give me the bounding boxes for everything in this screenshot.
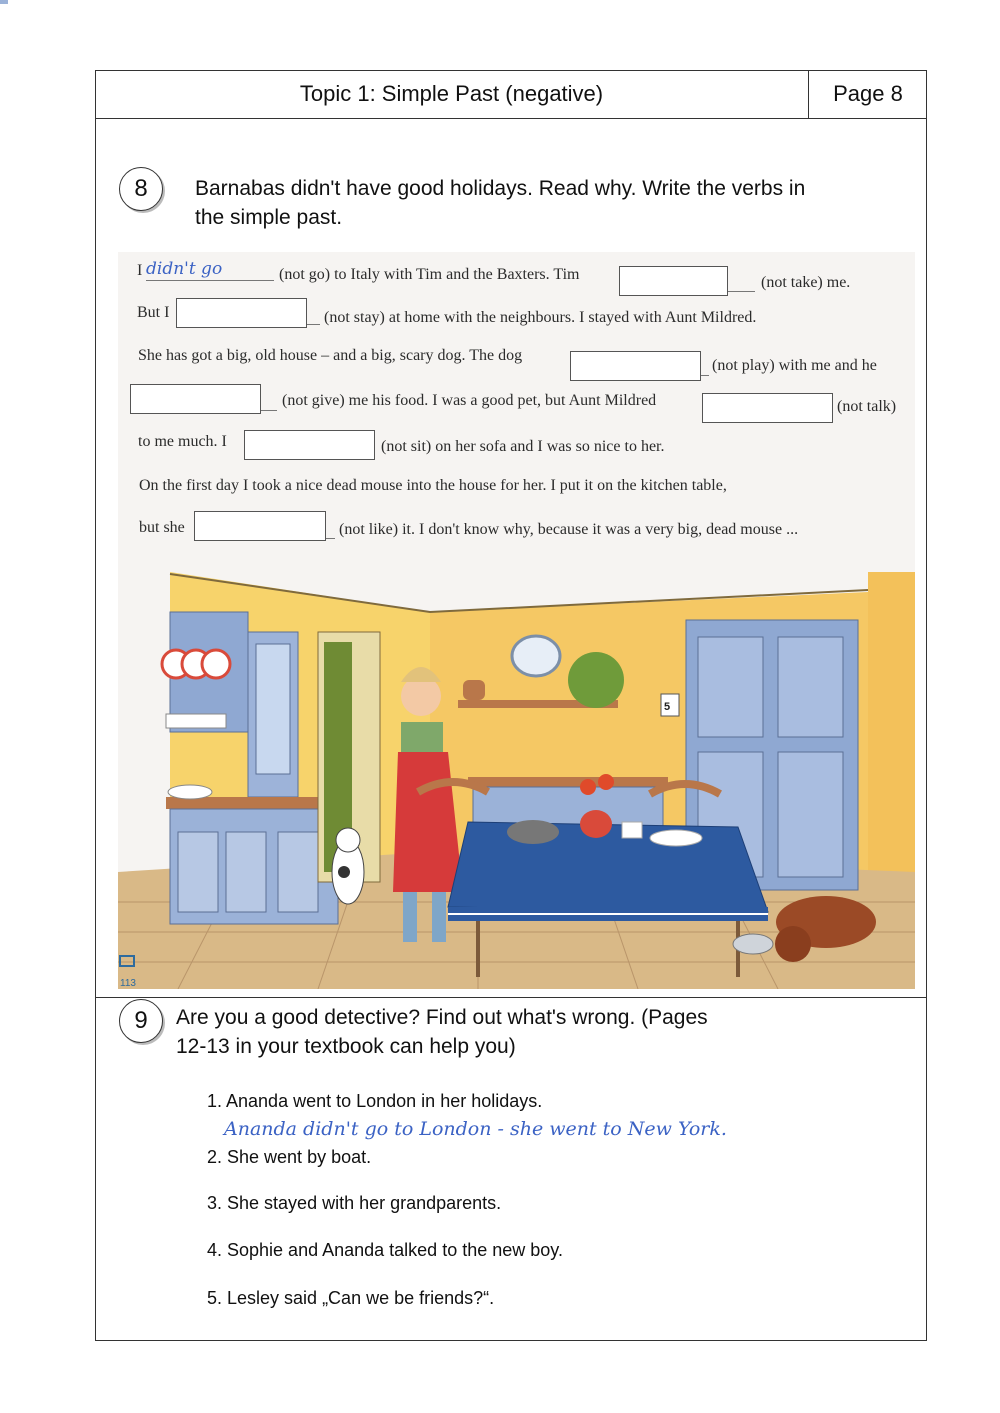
dining-table	[448, 822, 768, 912]
question-1: 1. Ananda went to London in her holidays.	[207, 1091, 543, 1111]
answer-blank-3[interactable]	[570, 351, 701, 381]
blank-underline	[307, 324, 320, 325]
example-answer-cursive: Ananda didn't go to London - she went to New York.	[224, 1118, 727, 1140]
question-4: 4. Sophie and Ananda talked to the new boy.	[207, 1240, 563, 1260]
blank-underline	[261, 410, 277, 411]
text-line-3a: She has got a big, old house – and a big, scary dog. The dog	[138, 347, 523, 364]
question-5: 5. Lesley said „Can we be friends?“.	[207, 1288, 495, 1308]
text-line-5a: to me much. I	[138, 433, 227, 450]
textbook-page-ref: 113	[120, 978, 136, 989]
exercise-9-instruction-line-1: Are you a good detective? Find out what's wrong. (Pages	[176, 1006, 708, 1029]
text-line-6: On the first day I took a nice dead mouse into the house for her. I put it on the kitchen table,	[139, 477, 727, 494]
hanging-plant	[568, 652, 624, 708]
text-line-4a: (not give) me his food. I was a good pet, but Aunt Mildred	[282, 392, 657, 409]
answer-blank-7[interactable]	[194, 511, 326, 541]
blank-underline	[701, 375, 709, 376]
flower-vase	[580, 810, 612, 838]
example-answer-handwritten: didn't go	[146, 259, 223, 279]
text-line-4b: (not talk)	[837, 398, 897, 415]
exercise-9-instruction-line-2: 12-13 in your textbook can help you)	[176, 1035, 516, 1058]
text-line-7b: (not like) it. I don't know why, because it was a very big, dead mouse ...	[339, 521, 799, 538]
answer-blank-4[interactable]	[130, 384, 261, 414]
barnabas-cat	[332, 828, 364, 904]
blank-underline	[728, 291, 755, 292]
exercise-9-number: 9	[119, 999, 163, 1043]
calendar-number: 5	[664, 701, 671, 713]
answer-blank-2[interactable]	[176, 298, 307, 328]
kitchen-illustration	[118, 572, 915, 989]
answer-blank-6[interactable]	[244, 430, 375, 460]
text-line-2a: But I	[137, 304, 170, 321]
blank-underline	[326, 538, 335, 539]
exercise-9-instruction	[176, 1003, 708, 1061]
text-line-7a: but she	[139, 519, 185, 536]
corner-mark	[0, 0, 8, 4]
answer-blank-5[interactable]	[702, 393, 833, 423]
text-line-2b: (not stay) at home with the neighbours. I stayed with Aunt Mildred.	[324, 309, 757, 326]
text-line-1b: (not go) to Italy with Tim and the Baxters. Tim	[279, 266, 580, 283]
text-line-3b: (not play) with me and he	[712, 357, 877, 374]
answer-blank-1[interactable]	[619, 266, 728, 296]
page-title: Topic 1: Simple Past (negative)	[95, 70, 809, 119]
page-number: Page 8	[809, 70, 927, 119]
example-answer-underline	[146, 280, 274, 281]
question-3: 3. She stayed with her grandparents.	[207, 1193, 502, 1213]
section-divider	[95, 997, 927, 998]
exercise-8-number: 8	[119, 167, 163, 211]
exercise-8-instruction-line-2: the simple past.	[195, 206, 343, 229]
question-2: 2. She went by boat.	[207, 1147, 372, 1167]
text-line-5b: (not sit) on her sofa and I was so nice to her.	[381, 438, 665, 455]
exercise-8-instruction-line-1: Barnabas didn't have good holidays. Read why. Write the verbs in	[195, 177, 806, 200]
dead-mouse	[507, 820, 559, 844]
text-line-1c: (not take) me.	[761, 274, 851, 291]
text-line-1a: I	[137, 262, 143, 279]
exercise-8-instruction	[195, 174, 805, 232]
right-wall	[868, 572, 915, 902]
